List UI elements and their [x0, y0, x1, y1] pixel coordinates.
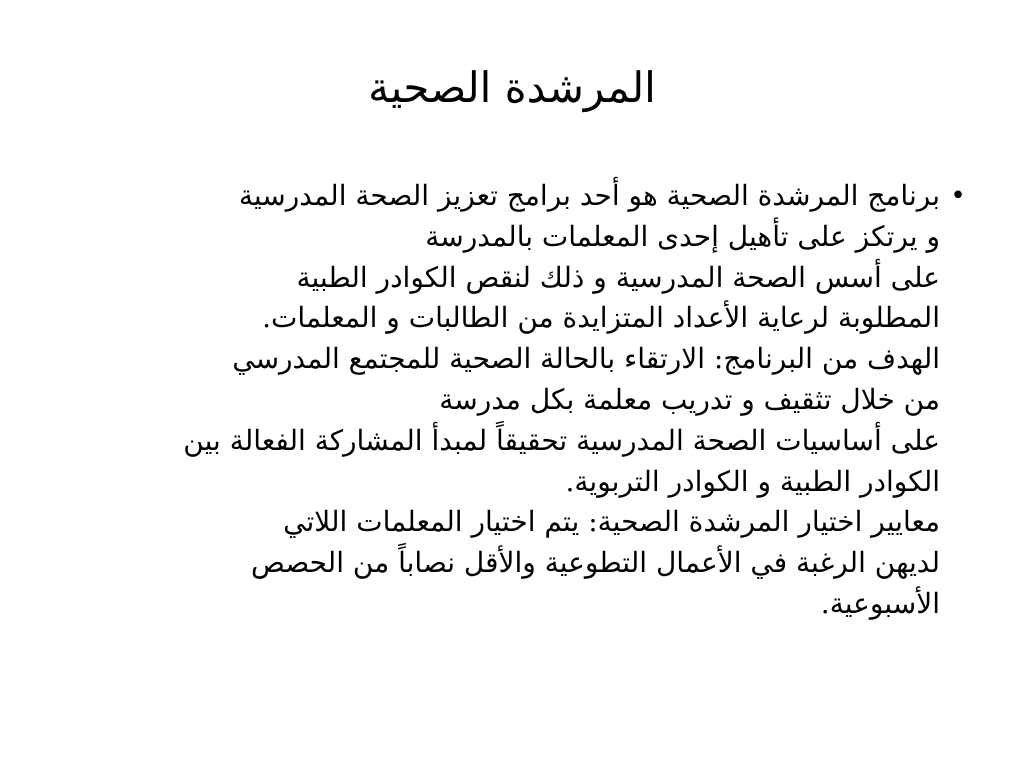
slide-body: [96, 176, 976, 625]
bullet-text: [96, 176, 940, 625]
text-line-10: لديهن الرغبة في الأعمال التطوعية والأقل نصاباً من الحصص: [251, 546, 940, 580]
text-line-11: الأسبوعية.: [820, 586, 940, 620]
text-line-7: على أساسيات الصحة المدرسية تحقيقاً لمبدأ المشاركة الفعالة بين: [183, 423, 940, 457]
text-line-4: المطلوبة لرعاية الأعداد المتزايدة من الطالبات و المعلمات.: [262, 301, 940, 335]
text-line-1: برنامج المرشدة الصحية هو أحد برامج تعزيز الصحة المدرسية: [238, 179, 940, 212]
text-line-2: و يرتكز على تأهيل إحدى المعلمات بالمدرسة: [425, 219, 940, 253]
slide-title: المرشدة الصحية: [368, 63, 656, 112]
text-line-9: معايير اختيار المرشدة الصحية: يتم اختيار المعلمات اللاتي: [283, 505, 940, 539]
bullet-item: [96, 176, 976, 625]
text-line-6: من خلال تثقيف و تدريب معلمة بكل مدرسة: [439, 382, 940, 416]
text-line-8: الكوادر الطبية و الكوادر التربوية.: [565, 464, 940, 498]
bullet-icon: •: [950, 181, 966, 211]
text-line-3: على أسس الصحة المدرسية و ذلك لنقص الكوادر الطبية: [296, 260, 940, 294]
text-line-5: الهدف من البرنامج: الارتقاء بالحالة الصحية للمجتمع المدرسي: [232, 342, 940, 376]
